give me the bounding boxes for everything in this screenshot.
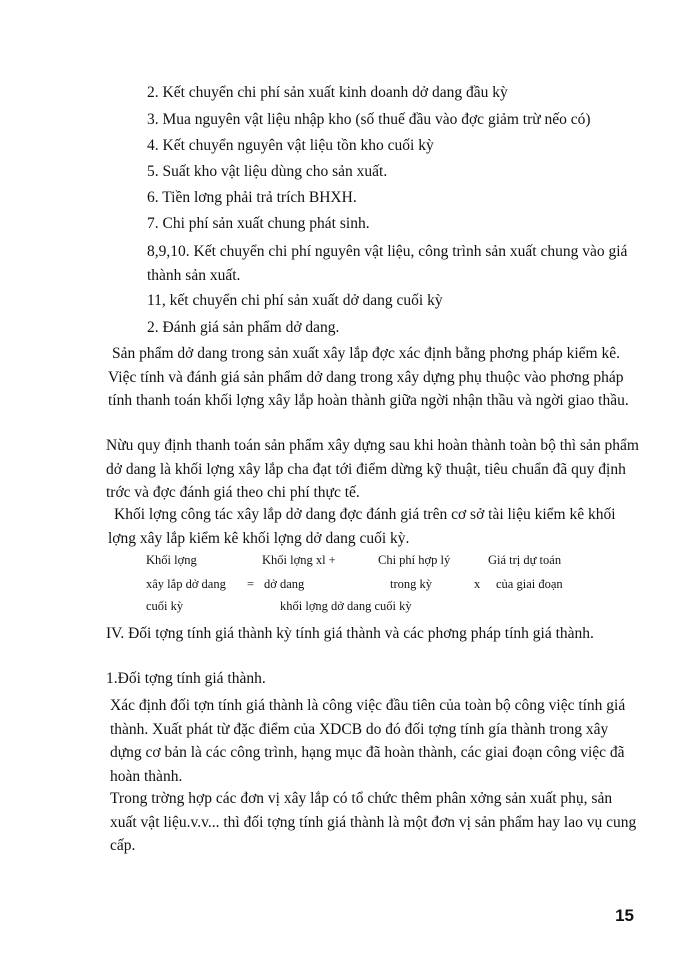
formula-term-label-2: xây lắp dở dang — [146, 577, 226, 591]
paragraph-settlement-rule: Nừu quy định thanh toán sản phẩm xây dựng sau khi hoàn thành toàn bộ thì sản phẩm dở dang là khối lợng xây lắp cha đạt tới điểm dừng kỹ thuật, tiêu chuẩn đã quy định trớc và đợc đánh giá theo chi phí thực tế. — [106, 437, 639, 501]
page-number: 15 — [615, 906, 634, 925]
paragraph-auxiliary-workshop: Trong trờng hợp các đơn vị xây lắp có tổ chức thêm phân xởng sản xuất phụ, sản xuất vật liệu.v.v... thì đối tợng tính giá thành là một đơn vị sản phẩm hay lao vụ cung cấp. — [110, 790, 637, 854]
paragraph-costing-object: Xác định đối tợn tính giá thành là công việc đầu tiên của toàn bộ công việc tính giá thành. Xuất phát từ đặc điểm của XDCB do đó đối tợng tính gía thành trong xây dựng cơ bản là các công trình, hạng mục đã hoàn thành, các giai đoạn công việc đã hoàn thành. — [110, 697, 626, 785]
list-item-4: 4. Kết chuyển nguyên vật liệu tồn kho cuối kỳ — [147, 137, 434, 154]
section-heading-1: 1.Đối tợng tính giá thành. — [106, 670, 266, 687]
formula-term-estimate: Giá trị dự toán — [488, 553, 562, 567]
formula-times: x — [474, 577, 481, 591]
paragraph-wip-valuation: Sản phẩm dở dang trong sản xuất xây lắp đợc xác định bằng phơng pháp kiểm kê. Việc tính và đánh giá sản phẩm dở dang trong xây dựng phụ thuộc vào phơng pháp tính thanh toán khối lợng xây lắp hoàn thành giữa ngời nhận thầu và ngời giao thầu. — [108, 345, 629, 409]
formula-denominator: khối lợng dở dang cuối kỳ — [280, 599, 412, 613]
list-item-5: 5. Suất kho vật liệu dùng cho sản xuất. — [147, 163, 388, 180]
list-item-6: 6. Tiền lơng phải trả trích BHXH. — [147, 189, 357, 206]
formula-term-cost: Chi phí hợp lý — [378, 553, 451, 567]
list-item-3: 3. Mua nguyên vật liệu nhập kho (số thuế đầu vào đợc giảm trừ nếo có) — [147, 111, 591, 128]
list-item-8-10: 8,9,10. Kết chuyển chi phí nguyên vật liệu, công trình sản xuất chung vào giá thành sản xuất. — [147, 243, 628, 284]
formula-numerator — [258, 576, 494, 592]
section-heading-2: 2. Đánh giá sản phẩm dở dang. — [147, 319, 340, 336]
formula-numerator-wip: dở dang — [264, 577, 305, 591]
formula-term-wip-start: Khối lợng xl + — [262, 553, 336, 567]
section-heading-IV: IV. Đối tợng tính giá thành kỳ tính giá thành và các phơng pháp tính giá thành. — [106, 625, 594, 642]
list-item-7: 7. Chi phí sản xuất chung phát sinh. — [147, 215, 370, 232]
list-item-2: 2. Kết chuyển chi phí sản xuất kinh doanh dở dang đầu kỳ — [147, 84, 508, 101]
formula-term-label-3: cuối kỳ — [146, 599, 184, 613]
list-item-11: 11, kết chuyển chi phí sản xuất dở dang cuối kỳ — [147, 292, 443, 309]
formula-term-label-1: Khối lợng — [146, 553, 197, 567]
formula-numerator-period: trong kỳ — [390, 577, 433, 591]
formula-term-stage: của giai đoạn — [496, 577, 563, 591]
paragraph-volume-assessment: Khối lợng công tác xây lắp dở dang đợc đánh giá trên cơ sở tài liệu kiểm kê khối lợng xây lắp kiểm kê khối lợng dở dang cuối kỳ. — [108, 506, 616, 547]
formula-equals: = — [247, 577, 255, 591]
